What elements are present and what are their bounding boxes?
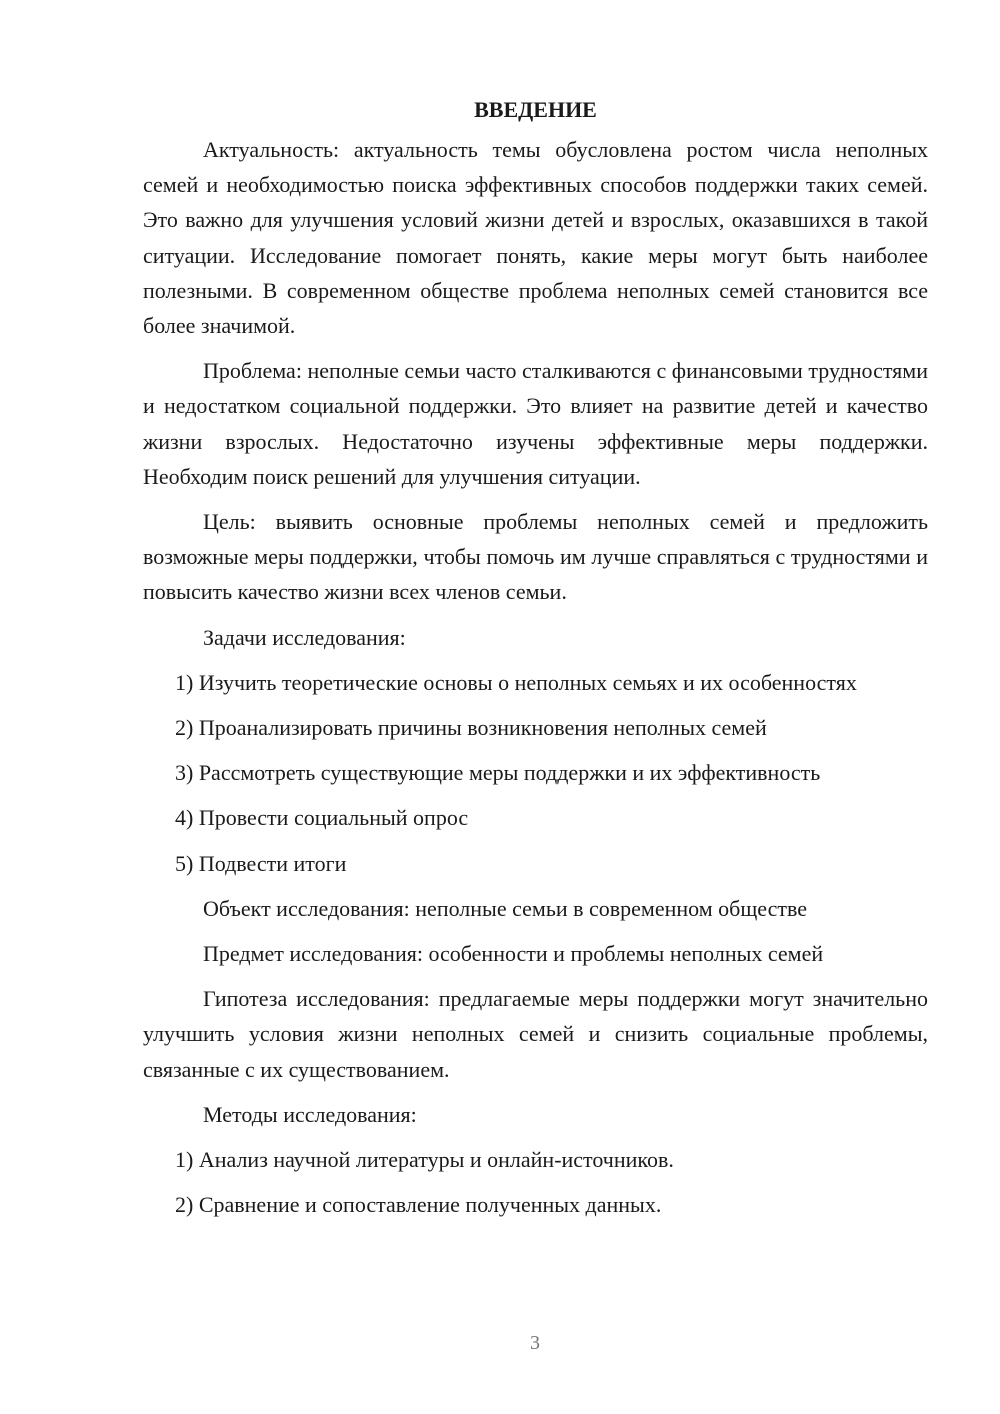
document-page (143, 92, 928, 1232)
task-item: 1) Изучить теоретические основы о неполных семьях и их особенностях (175, 669, 857, 695)
hypothesis-paragraph: Гипотеза исследования: предлагаемые меры поддержки могут значительно улучшить условия жизни неполных семей и снизить социальные проблемы, связанные с их существованием. (143, 986, 928, 1082)
goal-paragraph: Цель: выявить основные проблемы неполных семей и предложить возможные меры поддержки, чтобы помочь им лучше справляться с трудностями и повысить качество жизни всех членов семьи. (143, 509, 928, 605)
task-item: 2) Проанализировать причины возникновения неполных семей (175, 715, 767, 741)
task-item: 3) Рассмотреть существующие меры поддержки и их эффективность (175, 760, 821, 786)
subject-paragraph: Предмет исследования: особенности и проблемы неполных семей (203, 941, 824, 967)
tasks-heading: Задачи исследования: (203, 624, 406, 650)
methods-heading: Методы исследования: (203, 1101, 417, 1127)
relevance-paragraph: Актуальность: актуальность темы обусловлена ростом числа неполных семей и необходимостью поиска эффективных способов поддержки таких семей. Это важно для улучшения условий жизни детей и взрослых, оказавшихся в такой ситуации. Исследование помогает понять, какие меры могут быть наиболее полезными. В современном обществе проблема неполных семей становится все более значимой. (143, 137, 928, 339)
object-paragraph: Объект исследования: неполные семьи в современном обществе (203, 895, 808, 921)
task-item: 5) Подвести итоги (175, 850, 347, 876)
section-title: ВВЕДЕНИЕ (474, 97, 597, 122)
problem-paragraph: Проблема: неполные семьи часто сталкиваются с финансовыми трудностями и недостатком социальной поддержки. Это влияет на развитие детей и качество жизни взрослых. Недостаточно изучены эффективные меры поддержки. Необходим поиск решений для улучшения ситуации. (143, 358, 928, 489)
method-item: 2) Сравнение и сопоставление полученных данных. (175, 1192, 662, 1218)
task-item: 4) Провести социальный опрос (175, 805, 469, 831)
page-number: 3 (530, 1332, 540, 1354)
method-item: 1) Анализ научной литературы и онлайн-источников. (175, 1147, 674, 1173)
